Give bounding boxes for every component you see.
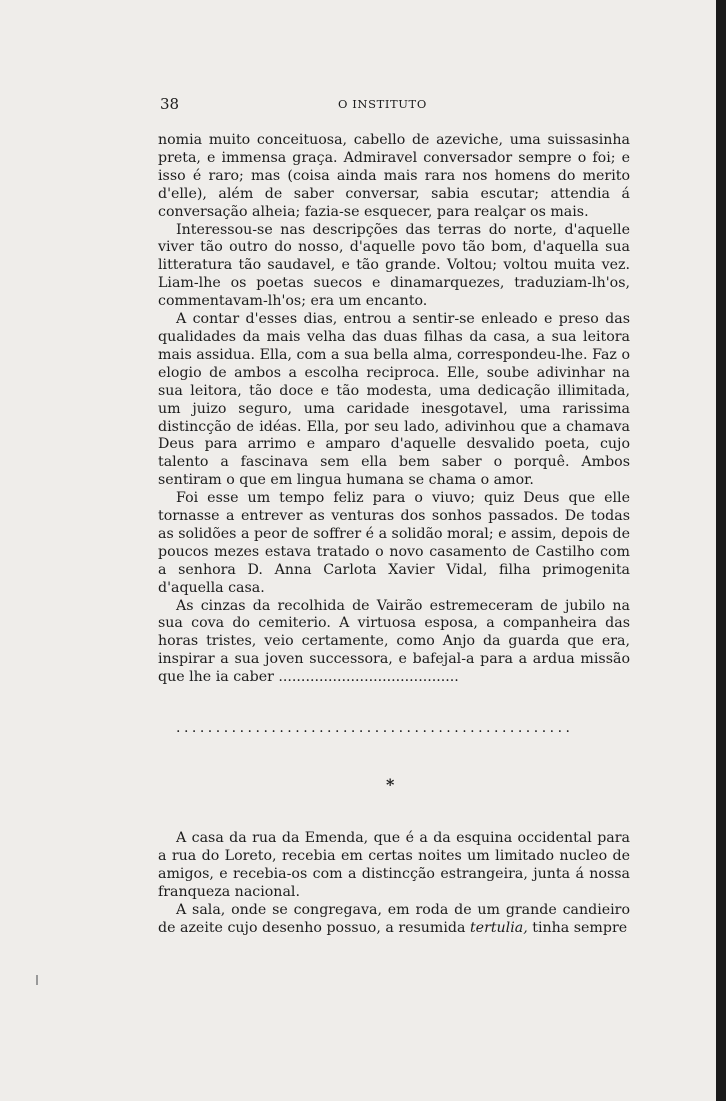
paragraph: As cinzas da recolhida de Vairão estremeceram de jubilo na sua cova do cemiterio. A virtuosa esposa, a companheira das horas tristes, veio certamente, como Anjo da guarda que era, inspirar a sua joven successora, e bafejal-a para a ardua missão que lhe ia caber ........................................ — [158, 597, 630, 686]
paragraph: A casa da rua da Emenda, que é a da esquina occidental para a rua do Loreto, recebia em certas noites um limitado nucleo de amigos, e recebia-os com a distincção estrangeira, junta á nossa franqueza nacional. — [158, 830, 630, 900]
section-two-text — [158, 830, 630, 937]
running-title: O INSTITUTO — [338, 97, 427, 111]
main-text — [158, 132, 630, 687]
page-header — [158, 95, 630, 115]
margin-mark — [36, 975, 38, 985]
dotted-line: .................................................. — [176, 720, 574, 736]
paragraph: Foi esse um tempo feliz para o viuvo; quiz Deus que elle tornasse a entrever as venturas dos sonhos passados. De todas as solidões a peor de soffrer é a solidão moral; e assim, depois de poucos mezes estava tratado o novo casamento de Castilho com a senhora D. Anna Carlota Xavier Vidal, filha primogenita d'aquella casa. — [158, 490, 630, 596]
paragraph — [158, 902, 630, 938]
italic-term: tertulia, — [469, 919, 528, 936]
section-separator: * — [386, 775, 395, 794]
page-number: 38 — [160, 95, 180, 113]
paragraph: nomia muito conceituosa, cabello de azeviche, uma suissasinha preta, e immensa graça. Admiravel conversador sempre o foi; e isso é raro; mas (coisa ainda mais rara nos homens do merito d'elle), além de saber conversar, sabia escutar; attendia á conversação alheia; fazia-se esquecer, para realçar os mais. — [158, 132, 630, 220]
text-run: tinha sempre — [527, 919, 628, 936]
paragraph: A contar d'esses dias, entrou a sentir-se enleado e preso das qualidades da mais velha das duas filhas da casa, a sua leitora mais assidua. Ella, com a sua bella alma, correspondeu-lhe. Faz o elogio de ambos a escolha reciproca. Elle, soube adivinhar na sua leitora, tão doce e tão modesta, uma dedicação illimitada, um juizo seguro, uma caridade inesgotavel, uma rarissima distincção de idéas. Ella, por seu lado, adivinhou que a chamava Deus para arrimo e amparo d'aquelle desvalido poeta, cujo talento a fascinava sem ella bem saber o porquê. Ambos sentiram o que em lingua humana se chama o amor. — [158, 311, 630, 489]
text-run: A sala, onde se congregava, em roda de um grande candieiro de azeite cujo desenho possuo, a resumida — [158, 901, 630, 936]
paragraph: Interessou-se nas descripções das terras do norte, d'aquelle viver tão outro do nosso, d'aquelle povo tão bom, d'aquella sua litteratura tão saudavel, e tão grande. Voltou; voltou muita vez. Liam-lhe os poetas suecos e dinamarquezes, traduziam-lh'os, commentavam-lh'os; era um encanto. — [158, 221, 630, 310]
